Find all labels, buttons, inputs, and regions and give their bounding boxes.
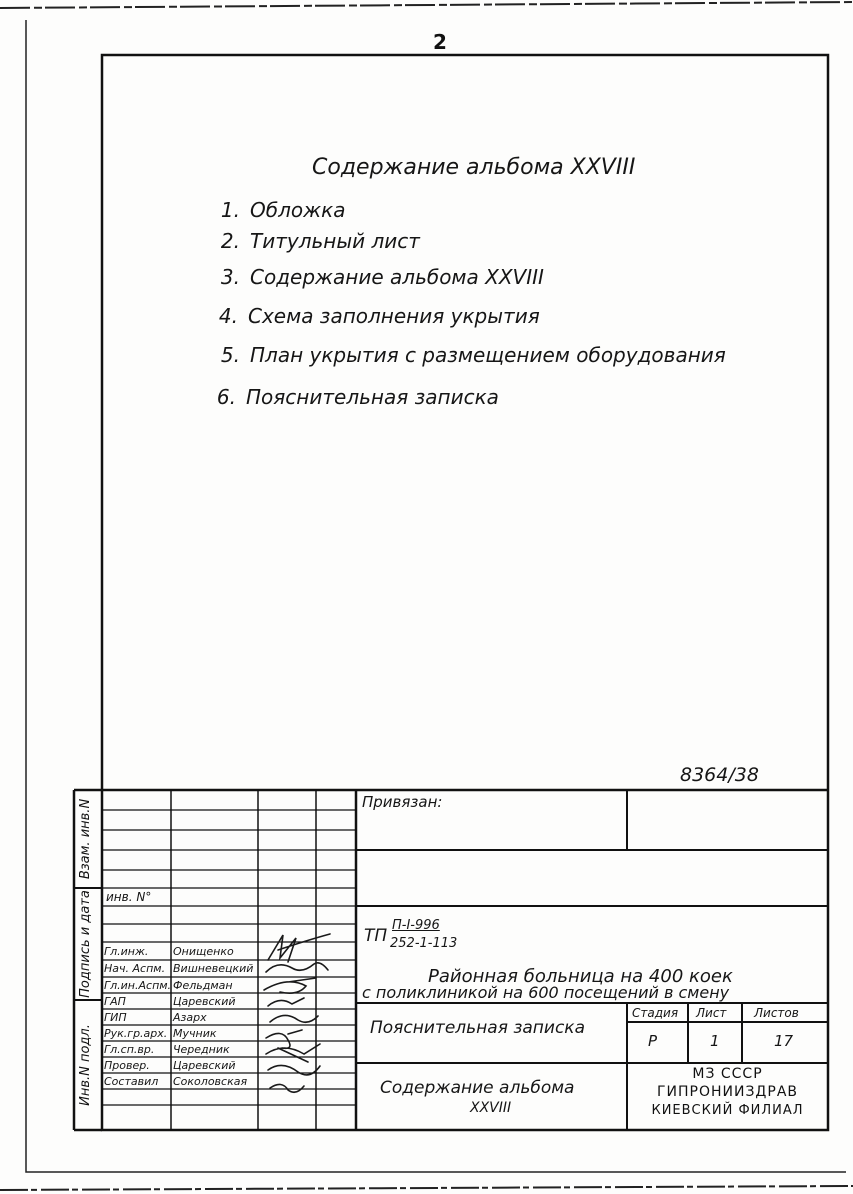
sheet-title-line2: XXVIII [470,1100,512,1116]
person-name: Фельдман [173,979,233,992]
org-line3: КИЕВСКИЙ ФИЛИАЛ [651,1103,804,1118]
toc-item-text: Обложка [250,198,346,222]
toc-item [200,343,726,367]
person-role: Гл.инж. [104,945,149,958]
person-role: Нач. Аспм. [104,962,166,975]
document-code: 8364/38 [680,764,759,786]
signatures-image [258,930,358,1100]
sheet-value: 1 [710,1032,720,1050]
person-role: Рук.гр.арх. [104,1027,168,1040]
sheet-title-line1: Содержание альбома [380,1078,575,1098]
toc-item [200,198,345,222]
person-name: Мучник [173,1027,217,1040]
person-role: Гл.сп.вр. [104,1043,155,1056]
person-name: Онищенко [173,945,234,958]
sheet-label: Лист [696,1006,727,1020]
toc-item-number: 5. [220,343,240,367]
toc-item-text: Титульный лист [250,229,420,253]
person-role: Провер. [104,1059,150,1072]
tp-code-bottom: 252-1-113 [390,936,458,951]
album-title: Содержание альбома XXVIII [312,155,636,180]
toc-item-number: 6. [216,385,236,409]
org-line2: ГИПРОНИИЗДРАВ [656,1084,798,1100]
toc-item-text: Пояснительная записка [246,385,499,409]
person-role: Гл.ин.Аспм. [104,979,172,992]
person-role: Составил [104,1075,159,1088]
toc-item [200,265,544,289]
person-name: Чередник [173,1043,230,1056]
sheets-label: Листов [754,1006,799,1020]
side-label-podpis: Подпись и дата [78,890,93,998]
toc-item-text: План укрытия с размещением оборудования [250,343,726,367]
person-role: ГИП [104,1011,127,1024]
inv-label: инв. N° [106,890,152,904]
toc-item [200,229,420,253]
toc-item-number: 1. [220,198,240,222]
page-number: 2 [433,30,447,54]
toc-item-number: 2. [220,229,240,253]
project-title-line2: с поликлиникой на 600 посещений в смену [362,983,730,1002]
person-name: Соколовская [173,1075,248,1088]
toc-item-text: Схема заполнения укрытия [248,304,540,328]
tp-prefix: ТП [364,926,388,946]
person-name: Царевский [173,995,236,1008]
side-label-inv-podl: Инв.N подл. [78,1024,93,1106]
side-label-vzam: Взам. инв.N [78,798,93,880]
person-name: Азарх [173,1011,207,1024]
toc-item [196,385,499,409]
person-role: ГАП [104,995,126,1008]
toc-item-number: 4. [218,304,238,328]
tp-code-top: П-I-996 [392,918,440,933]
person-name: Царевский [173,1059,236,1072]
person-name: Вишневецкий [173,962,254,975]
sheets-value: 17 [774,1032,794,1050]
org-line1: МЗ СССР [692,1066,763,1082]
stage-value: Р [648,1032,658,1050]
toc-item-text: Содержание альбома XXVIII [250,265,544,289]
toc-item [198,304,540,328]
project-title-line1: Районная больница на 400 коек [428,966,733,987]
stage-label: Стадия [632,1006,679,1020]
privyazan-label: Привязан: [362,793,443,811]
document-name: Пояснительная записка [370,1018,585,1038]
toc-item-number: 3. [220,265,240,289]
